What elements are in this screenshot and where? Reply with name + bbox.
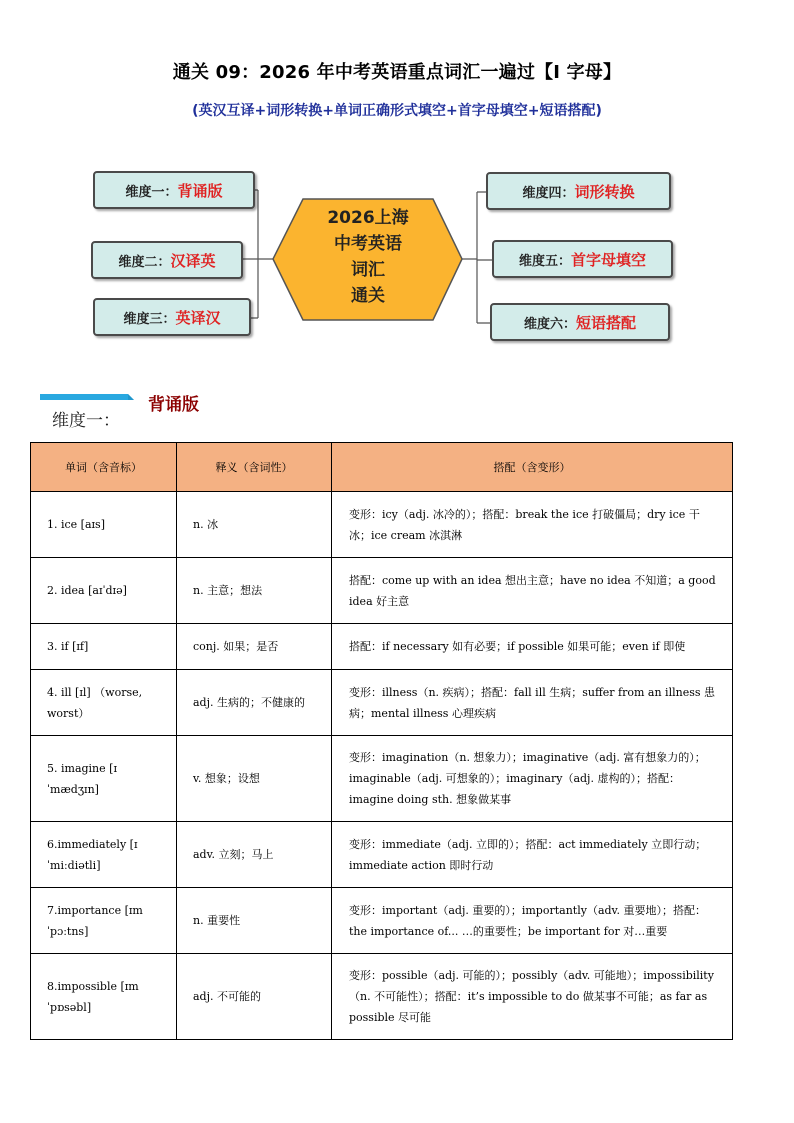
- section-name: 背诵版: [148, 395, 199, 415]
- table-row: [31, 822, 733, 888]
- header-collocation: 搭配（含变形）: [332, 443, 733, 492]
- meaning-cell: v. 想象；设想: [177, 736, 332, 822]
- table-row: [31, 954, 733, 1040]
- word-cell: 2. idea [aɪˈdɪə]: [31, 558, 177, 624]
- dimension-1-box: 维度一： 背诵版: [93, 171, 255, 209]
- word-cell: 7.importance [ɪmˈpɔːtns]: [31, 888, 177, 954]
- page-title: 通关 09：2026 年中考英语重点词汇一遍过【I 字母】: [172, 62, 622, 83]
- table-row: [31, 670, 733, 736]
- collocation-cell: 变形：important（adj. 重要的）；importantly（adv. 重要地）；搭配：the importance of... …的重要性；be important for 对…重要: [332, 888, 733, 954]
- header-word: 单词（含音标）: [31, 443, 177, 492]
- collocation-cell: 搭配：come up with an idea 想出主意；have no idea 不知道；a good idea 好主意: [332, 558, 733, 624]
- meaning-cell: n. 重要性: [177, 888, 332, 954]
- meaning-cell: n. 冰: [177, 492, 332, 558]
- dimension-2-box: 维度二： 汉译英: [91, 241, 243, 279]
- word-cell: 8.impossible [ɪmˈpɒsəbl]: [31, 954, 177, 1040]
- collocation-cell: 变形：immediate（adj. 立即的）；搭配：act immediately 立即行动；immediate action 即时行动: [332, 822, 733, 888]
- table-row: [31, 492, 733, 558]
- meaning-cell: adj. 生病的；不健康的: [177, 670, 332, 736]
- word-cell: 1. ice [aɪs]: [31, 492, 177, 558]
- dimension-6-box: 维度六： 短语搭配: [490, 303, 670, 341]
- meaning-cell: adj. 不可能的: [177, 954, 332, 1040]
- collocation-cell: 变形：icy（adj. 冰冷的）；搭配：break the ice 打破僵局；dry ice 干冰；ice cream 冰淇淋: [332, 492, 733, 558]
- word-cell: 3. if [ɪf]: [31, 624, 177, 670]
- table-row: [31, 736, 733, 822]
- dimension-3-box: 维度三： 英译汉: [93, 298, 251, 336]
- meaning-cell: adv. 立刻；马上: [177, 822, 332, 888]
- vocabulary-table: [30, 442, 733, 1040]
- table-row: [31, 558, 733, 624]
- section-banner-arrow: [40, 394, 150, 400]
- collocation-cell: 变形：possible（adj. 可能的）；possibly（adv. 可能地）；impossibility（n. 不可能性）；搭配：it’s impossible to do 做某事不可能；as far as possible 尽可能: [332, 954, 733, 1040]
- page-subtitle: (英汉互译+词形转换+单词正确形式填空+首字母填空+短语搭配): [192, 103, 602, 119]
- collocation-cell: 搭配：if necessary 如有必要；if possible 如果可能；even if 即使: [332, 624, 733, 670]
- section-banner-label: 维度一：: [52, 411, 120, 431]
- collocation-cell: 变形：imagination（n. 想象力）；imaginative（adj. 富有想象力的）；imaginable（adj. 可想象的）；imaginary（adj. 虚构的）；搭配：imagine doing sth. 想象做某事: [332, 736, 733, 822]
- word-cell: 4. ill [ɪl] （worse, worst）: [31, 670, 177, 736]
- meaning-cell: n. 主意；想法: [177, 558, 332, 624]
- mindmap-center-text: 2026上海 中考英语 词汇 通关: [327, 208, 409, 306]
- meaning-cell: conj. 如果；是否: [177, 624, 332, 670]
- table-header-row: [31, 443, 733, 492]
- dimension-5-box: 维度五： 首字母填空: [492, 240, 673, 278]
- collocation-cell: 变形：illness（n. 疾病）；搭配：fall ill 生病；suffer from an illness 患病；mental illness 心理疾病: [332, 670, 733, 736]
- word-cell: 6.immediately [ɪˈmiːdiətli]: [31, 822, 177, 888]
- dimension-4-box: 维度四： 词形转换: [486, 172, 671, 210]
- table-row: [31, 624, 733, 670]
- header-meaning: 释义（含词性）: [177, 443, 332, 492]
- word-cell: 5. imagine [ɪˈmædʒɪn]: [31, 736, 177, 822]
- table-row: [31, 888, 733, 954]
